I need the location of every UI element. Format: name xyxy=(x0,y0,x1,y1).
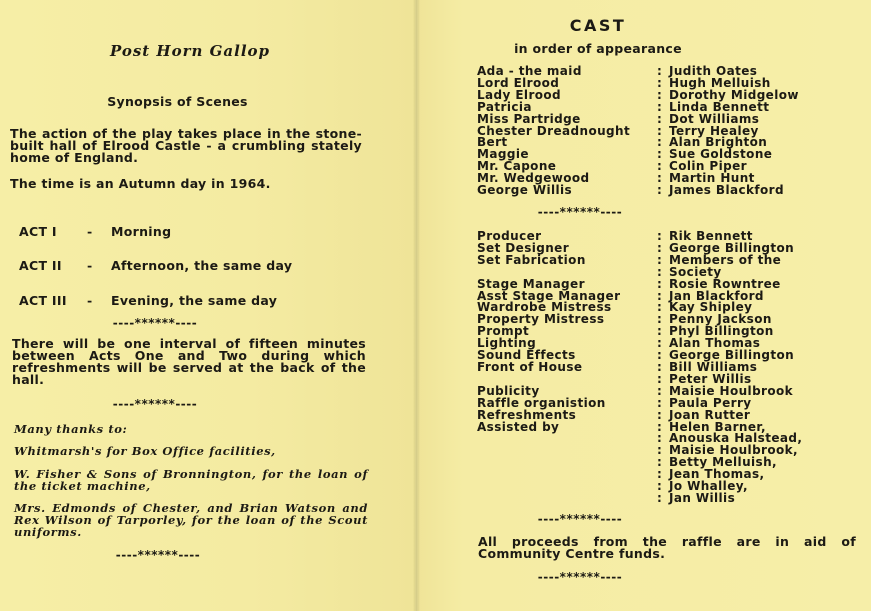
cast-list xyxy=(477,66,857,197)
role-label: Chester Dreadnought xyxy=(477,123,631,138)
person-name: Paula Perry xyxy=(669,395,752,410)
person-name: Bill Williams xyxy=(669,359,758,374)
role-label: George Willis xyxy=(477,183,573,198)
role-label: Refreshments xyxy=(477,407,577,422)
act-label: ACT I xyxy=(19,224,57,239)
colon-separator: : xyxy=(657,147,663,162)
role-label: Sound Effects xyxy=(477,348,576,363)
person-name: Martin Hunt xyxy=(669,171,755,186)
person-name: Hugh Melluish xyxy=(669,75,771,90)
crew-row xyxy=(477,314,857,326)
divider: ----******---- xyxy=(537,512,623,526)
time-setting: The time is an Autumn day in 1964. xyxy=(10,176,271,191)
thanks-heading: Many thanks to: xyxy=(14,422,128,436)
person-name: Helen Barner, xyxy=(669,419,766,434)
colon-separator: : xyxy=(657,123,663,138)
crew-row xyxy=(477,490,857,505)
person-name: Jo Whalley, xyxy=(669,479,748,494)
colon-separator: : xyxy=(657,135,663,150)
crew-row xyxy=(477,469,857,481)
colon-separator: : xyxy=(657,240,663,255)
colon-separator: : xyxy=(657,312,663,327)
crew-list xyxy=(477,231,857,505)
colon-separator: : xyxy=(657,159,663,174)
person-name: Rik Bennett xyxy=(669,229,753,243)
role-label: Bert xyxy=(477,135,508,150)
role-label: Set Designer xyxy=(477,240,570,255)
colon-separator: : xyxy=(657,229,663,243)
person-name: Dorothy Midgelow xyxy=(669,87,799,102)
person-name: Society xyxy=(669,264,722,279)
colon-separator: : xyxy=(657,479,663,494)
act-time: Evening, the same day xyxy=(111,293,278,308)
crew-row xyxy=(477,457,857,469)
person-name: Phyl Billington xyxy=(669,324,774,339)
divider: ----******---- xyxy=(112,316,198,330)
act-label: ACT II xyxy=(19,258,62,273)
act-2-row xyxy=(19,258,292,273)
colon-separator: : xyxy=(657,276,663,291)
person-name: Linda Bennett xyxy=(669,99,770,114)
role-label: Wardrobe Mistress xyxy=(477,300,612,315)
role-label xyxy=(477,481,657,493)
role-label: Publicity xyxy=(477,383,540,398)
person-name: Jean Thomas, xyxy=(669,467,765,482)
person-name: Alan Brighton xyxy=(669,135,768,150)
role-label xyxy=(477,433,657,445)
play-title: Post Horn Gallop xyxy=(109,42,271,60)
act-time: Afternoon, the same day xyxy=(111,258,293,273)
person-name: George Billington xyxy=(669,348,795,363)
colon-separator: : xyxy=(657,264,663,279)
colon-separator: : xyxy=(657,348,663,363)
colon-separator: : xyxy=(657,75,663,90)
divider: ----******---- xyxy=(115,548,201,562)
thanks-item: W. Fisher & Sons of Bronnington, for the loan of the ticket machine, xyxy=(14,467,368,493)
role-label xyxy=(477,457,657,469)
person-name: Dot Williams xyxy=(669,111,760,126)
colon-separator: : xyxy=(657,324,663,339)
cast-title: CAST xyxy=(569,16,627,35)
cast-subtitle: in order of appearance xyxy=(514,41,682,56)
colon-separator: : xyxy=(657,383,663,398)
role-label: Property Mistress xyxy=(477,312,605,327)
crew-row xyxy=(477,433,857,445)
role-label: Lady Elrood xyxy=(477,87,562,102)
colon-separator: : xyxy=(657,419,663,434)
colon-separator: : xyxy=(657,300,663,315)
colon-separator: : xyxy=(657,336,663,351)
colon-separator: : xyxy=(657,431,663,446)
person-name: Joan Rutter xyxy=(669,407,751,422)
role-label: Producer xyxy=(477,229,542,243)
colon-separator: : xyxy=(657,467,663,482)
role-label: Ada - the maid xyxy=(477,64,582,78)
crew-row xyxy=(477,481,857,493)
colon-separator: : xyxy=(657,252,663,267)
colon-separator: : xyxy=(657,443,663,458)
colon-separator: : xyxy=(657,288,663,303)
person-name: George Billington xyxy=(669,240,795,255)
person-name: Rosie Rowntree xyxy=(669,276,781,291)
person-name: Penny Jackson xyxy=(669,312,772,327)
person-name: Members of the xyxy=(669,252,782,267)
cast-row xyxy=(477,137,857,149)
colon-separator: : xyxy=(657,183,663,198)
person-name: Sue Goldstone xyxy=(669,147,773,162)
crew-row xyxy=(477,359,857,374)
act-time: Morning xyxy=(111,224,172,239)
role-label: Set Fabrication xyxy=(477,252,586,267)
colon-separator: : xyxy=(657,111,663,126)
act-1-row xyxy=(19,224,171,239)
colon-separator: : xyxy=(657,395,663,410)
colon-separator: : xyxy=(657,171,663,186)
person-name: Jan Willis xyxy=(669,490,736,505)
colon-separator: : xyxy=(657,87,663,102)
person-name: Maisie Houlbrook, xyxy=(669,443,799,458)
role-label: Raffle organistion xyxy=(477,395,606,410)
act-dash: - xyxy=(87,258,93,273)
role-label: Prompt xyxy=(477,324,530,339)
divider: ----******---- xyxy=(537,205,623,219)
crew-row xyxy=(477,445,857,457)
role-label xyxy=(477,445,657,457)
role-label: Lighting xyxy=(477,336,537,351)
role-label: Front of House xyxy=(477,359,583,374)
role-label: Lord Elrood xyxy=(477,75,560,90)
divider: ----******---- xyxy=(112,397,198,411)
interval-paragraph: There will be one interval of fifteen minutes between Acts One and Two during which refreshments will be served at the back of the hall. xyxy=(12,336,366,387)
cast-row xyxy=(477,185,857,197)
role-label: Mr. Capone xyxy=(477,159,557,174)
person-name: Anouska Halstead, xyxy=(669,431,803,446)
divider: ----******---- xyxy=(537,570,623,584)
role-label xyxy=(477,493,657,505)
act-label: ACT III xyxy=(19,293,67,308)
colon-separator: : xyxy=(657,359,663,374)
role-label xyxy=(477,469,657,481)
role-label: Stage Manager xyxy=(477,276,585,291)
cast-row xyxy=(477,87,857,102)
person-name: Jan Blackford xyxy=(669,288,764,303)
person-name: James Blackford xyxy=(669,183,784,198)
intro-paragraph: The action of the play takes place in the stone-built hall of Elrood Castle - a crumbling stately home of England. xyxy=(10,126,362,165)
act-3-row xyxy=(19,293,277,308)
role-label: Maggie xyxy=(477,147,529,162)
role-label: Asst Stage Manager xyxy=(477,288,621,303)
thanks-item: Whitmarsh's for Box Office facilities, xyxy=(14,444,276,458)
synopsis-heading: Synopsis of Scenes xyxy=(107,94,248,109)
role-label: Assisted by xyxy=(477,419,560,434)
cast-row xyxy=(477,123,857,138)
crew-row xyxy=(477,252,857,267)
person-name: Colin Piper xyxy=(669,159,747,174)
person-name: Terry Healey xyxy=(669,123,759,138)
colon-separator: : xyxy=(657,99,663,114)
role-label: Mr. Wedgewood xyxy=(477,171,590,186)
colon-separator: : xyxy=(657,371,663,386)
proceeds-paragraph: All proceeds from the raffle are in aid of Community Centre funds. xyxy=(478,534,856,561)
colon-separator: : xyxy=(657,407,663,422)
person-name: Alan Thomas xyxy=(669,336,761,351)
colon-separator: : xyxy=(657,64,663,78)
person-name: Judith Oates xyxy=(669,64,758,78)
role-label: Miss Partridge xyxy=(477,111,581,126)
person-name: Betty Melluish, xyxy=(669,455,777,470)
colon-separator: : xyxy=(657,455,663,470)
person-name: Peter Willis xyxy=(669,371,752,386)
colon-separator: : xyxy=(657,490,663,505)
person-name: Maisie Houlbrook xyxy=(669,383,794,398)
act-dash: - xyxy=(87,293,93,308)
role-label: Patricia xyxy=(477,99,532,114)
person-name: Kay Shipley xyxy=(669,300,753,315)
act-dash: - xyxy=(87,224,93,239)
thanks-item: Mrs. Edmonds of Chester, and Brian Watson and Rex Wilson of Tarporley, for the loan of the Scout uniforms. xyxy=(14,501,368,539)
